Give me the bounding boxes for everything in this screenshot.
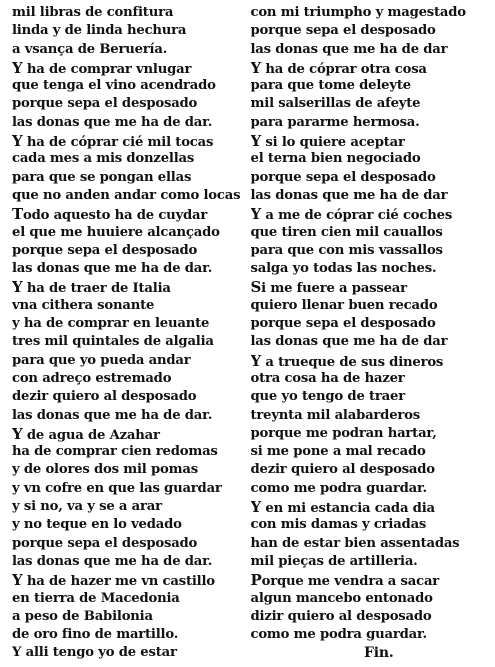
verse-line: mil pieças de artilleria. [250, 553, 418, 569]
verse-line: porque sepa el desposado [12, 535, 198, 551]
verse-line: Y ha de hazer me vn castillo [12, 571, 215, 590]
verse-line: las donas que me ha de dar. [12, 114, 213, 130]
verse-line: las donas que me ha de dar [250, 41, 448, 57]
verse-line: Y ha de comprar vnlugar [12, 58, 192, 77]
verse-line: Y ha de traer de Italia [12, 278, 171, 297]
verse-line: las donas que me ha de dar. [12, 261, 213, 277]
two-column-text [6, 4, 487, 667]
verse-line: dezir quiero al desposado [250, 462, 435, 478]
verse-line: quiero llenar buen recado [250, 297, 438, 313]
verse-line: Y a me de cóprar cié coches [250, 205, 453, 224]
verse-line: y ha de comprar en leuante [12, 316, 210, 332]
verse-line: si me pone a mal recado [250, 444, 426, 460]
verse-line: a peso de Babilonia [12, 608, 153, 624]
verse-line: Y a trueque de sus dineros [250, 351, 444, 370]
verse-line: las donas que me ha de dar [250, 334, 448, 350]
verse-line: Y si lo quiere aceptar [250, 132, 405, 151]
verse-line: y si no, va y se a arar [12, 499, 162, 515]
verse-line: para que se pongan ellas [12, 169, 192, 185]
verse-line: vna cithera sonante [12, 297, 155, 313]
verse-line: tres mil quintales de algalia [12, 334, 214, 350]
verse-line: para que con mis vassallos [250, 242, 443, 258]
verse-line: las donas que me ha de dar. [12, 407, 213, 423]
verse-line: cada mes a mis donzellas [12, 151, 195, 167]
verse-line: mil salserillas de afeyte [250, 96, 421, 112]
verse-line: otra cosa ha de hazer [250, 370, 405, 386]
verse-line: que tiren cien mil cauallos [250, 224, 443, 240]
left-column [6, 4, 249, 667]
verse-line: para que tome deleyte [250, 78, 411, 94]
verse-line: a vsança de Beruería. [12, 41, 168, 57]
verse-line: el terna bien negociado [250, 151, 421, 167]
verse-line: linda y de linda hechura [12, 23, 187, 39]
verse-line: Y ha de cóprar otra cosa [250, 58, 427, 77]
verse-line: con mis damas y criadas [250, 517, 427, 533]
verse-line: ha de comprar cien redomas [12, 444, 218, 460]
verse-line: han de estar bien assentadas [250, 535, 460, 551]
verse-line: porque sepa el desposado [250, 316, 436, 332]
verse-line: para que yo pueda andar [12, 352, 191, 368]
verse-line: que yo tengo de traer [250, 389, 405, 405]
verse-line: Y alli tengo yo de estar [12, 645, 177, 661]
verse-line: Y de agua de Azahar [12, 424, 160, 443]
verse-line: como me podra guardar. [250, 480, 427, 496]
verse-line: salga yo todas las noches. [250, 261, 437, 277]
verse-line: porque sepa el desposado [12, 96, 198, 112]
right-column [249, 4, 488, 667]
verse-line: mil libras de confitura [12, 5, 174, 20]
verse-line: Todo aquesto ha de cuydar [12, 205, 208, 224]
verse-line: con adreço estremado [12, 370, 172, 386]
verse-line: treynta mil alabarderos [250, 407, 420, 423]
verse-line: para pararme hermosa. [250, 114, 420, 130]
verse-line: y no teque en lo vedado [12, 517, 182, 533]
verse-line: con mi triumpho y magestado [250, 5, 466, 20]
verse-line: porque sepa el desposado [12, 242, 198, 258]
verse-line: Si me fuere a passear [250, 278, 407, 297]
verse-line: porque sepa el desposado [250, 169, 436, 185]
verse-line: Y en mi estancia cada dia [250, 498, 435, 517]
verse-line: Fin. [363, 645, 394, 662]
verse-line: como me podra guardar. [250, 627, 427, 643]
verse-line: de oro fino de martillo. [12, 627, 179, 643]
verse-line: en tierra de Macedonia [12, 590, 180, 606]
verse-line: que tenga el vino acendrado [12, 78, 216, 94]
verse-line: y vn cofre en que las guardar [12, 480, 222, 496]
verse-line: Porque me vendra a sacar [250, 571, 440, 590]
verse-line: las donas que me ha de dar. [12, 553, 213, 569]
verse-line: y de olores dos mil pomas [12, 462, 198, 478]
verse-line: porque sepa el desposado [250, 23, 436, 39]
verse-line: Y ha de cóprar cié mil tocas [12, 132, 214, 151]
verse-line: dizir quiero al desposado [250, 608, 432, 624]
verse-line: algun mancebo entonado [250, 590, 433, 606]
verse-line: el que me huuiere alcançado [12, 224, 220, 240]
verse-line: dezir quiero al desposado [12, 389, 197, 405]
verse-line: las donas que me ha de dar [250, 187, 448, 203]
verse-line: que no anden andar como locas [12, 187, 241, 203]
verse-line: porque me podran hartar, [250, 425, 437, 441]
